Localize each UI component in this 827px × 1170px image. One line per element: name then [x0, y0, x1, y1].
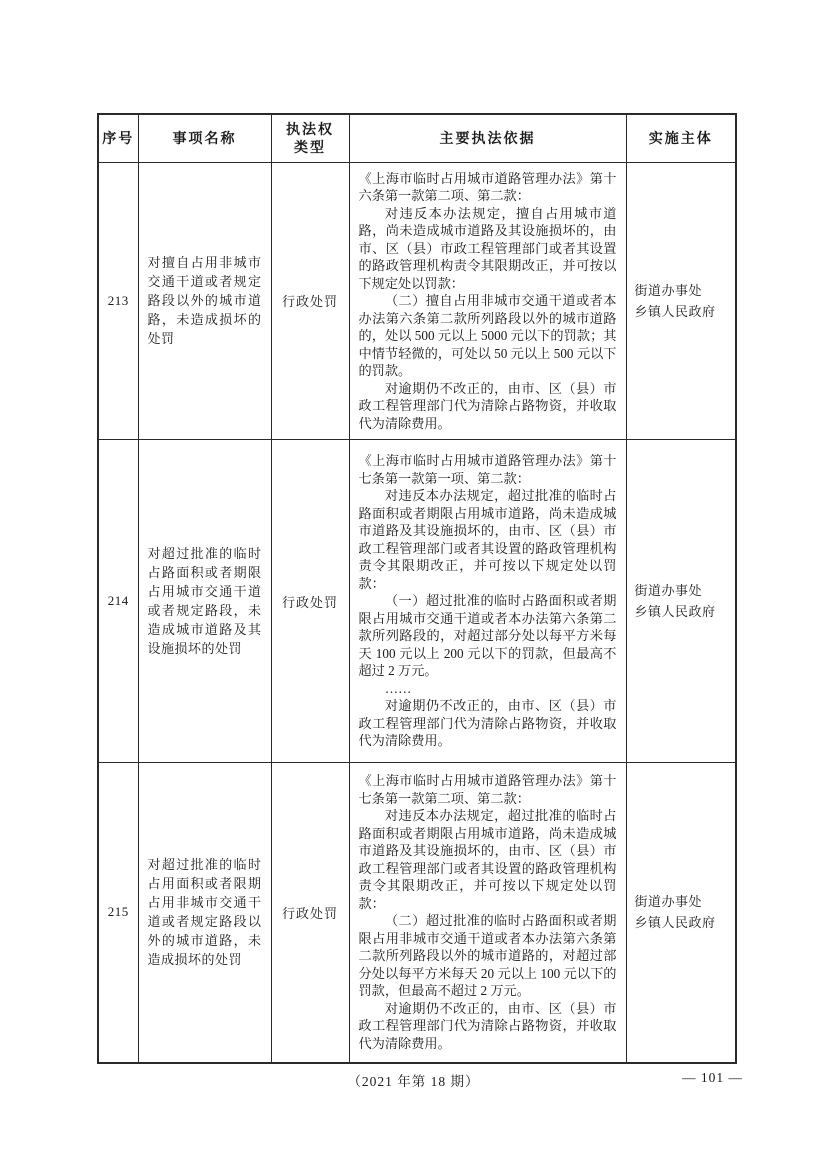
enforcement-items-table [97, 113, 737, 1064]
col-header-power-type [271, 114, 349, 162]
basis-paragraph: …… [384, 680, 412, 696]
cell-authority [626, 440, 736, 763]
col-header-legal-basis [349, 114, 626, 162]
basis-paragraph: 《上海市临时占用城市道路管理办法》第十七条第一款第一项、第二款： [358, 453, 617, 486]
basis-paragraph: 《上海市临时占用城市道路管理办法》第十六条第一款第二项、第二款： [358, 170, 617, 203]
basis-paragraph: 对违反本办法规定，超过批准的临时占路面积或者期限占用城市道路，尚未造成城市道路及其设施损坏的，由市、区（县）市政工程管理部门或者其设置的路政管理机构责令其限期改正，并可按以下规定处以罚款： [358, 808, 617, 911]
basis-paragraph: （二）擅自占用非城市交通干道或者本办法第六条第二款所列路段以外的城市道路的，处以 500 元以上 5000 元以下的罚款；其中情节轻微的，可处以 50 元以上 500 元以下的罚款。 [358, 293, 617, 378]
authority-line: 乡镇人民政府 [634, 915, 716, 931]
basis-paragraph: 对违反本办法规定，超过批准的临时占路面积或者期限占用城市道路，尚未造成城市道路及其设施损坏的，由市、区（县）市政工程管理部门或者其设置的路政管理机构责令其限期改正，并可按以下规定处以罚款： [358, 488, 617, 591]
col-header-no-label: 序号 [102, 130, 135, 147]
cell-power-type: 行政处罚 [271, 763, 349, 1063]
col-header-authority-label: 实施主体 [648, 130, 713, 147]
col-header-power-type-line1: 执法权 [286, 121, 334, 138]
col-header-item-name [138, 114, 271, 162]
authority-line: 乡镇人民政府 [634, 303, 716, 319]
cell-serial-no: 213 [98, 162, 138, 440]
basis-paragraph: 对逾期仍不改正的，由市、区（县）市政工程管理部门代为清除占路物资，并收取代为清除费用。 [358, 1000, 617, 1051]
cell-item-name: 对超过批准的临时占用面积或者限期占用非城市交通干道或者规定路段以外的城市道路，未造成损坏的处罚 [138, 763, 271, 1063]
basis-paragraph: （一）超过批准的临时占路面积或者期限占用城市交通干道或者本办法第六条第二款所列路段的，对超过部分处以每平方米每天 100 元以上 200 元以下的罚款，但最高不超过 2 万元。 [358, 593, 617, 679]
basis-paragraph: 对违反本办法规定，擅自占用城市道路，尚未造成城市道路及其设施损坏的，由市、区（县）市政工程管理部门或者其设置的路政管理机构责令其限期改正，并可按以下规定处以罚款： [358, 205, 617, 291]
basis-paragraph: 对逾期仍不改正的，由市、区（县）市政工程管理部门代为清除占路物资，并收取代为清除费用。 [358, 380, 617, 431]
cell-power-type: 行政处罚 [271, 440, 349, 763]
authority-line: 乡镇人民政府 [634, 604, 716, 619]
basis-paragraph: 《上海市临时占用城市道路管理办法》第十七条第一款第二项、第二款： [358, 773, 617, 806]
table-row [98, 440, 736, 763]
cell-legal-basis [349, 763, 626, 1063]
cell-authority [626, 763, 736, 1063]
cell-legal-basis [349, 162, 626, 440]
table-row [98, 763, 736, 1063]
cell-authority [626, 162, 736, 440]
authority-line: 街道办事处 [634, 583, 703, 598]
cell-serial-no: 215 [98, 763, 138, 1063]
basis-paragraph: 对逾期仍不改正的，由市、区（县）市政工程管理部门代为清除占路物资，并收取代为清除费用。 [358, 698, 617, 749]
col-header-item-name-label: 事项名称 [172, 130, 237, 147]
cell-legal-basis [349, 440, 626, 763]
cell-item-name: 对超过批准的临时占路面积或者期限占用城市交通干道或者规定路段，未造成城市道路及其设施损坏的处罚 [138, 440, 271, 763]
col-header-power-type-line2: 类型 [294, 139, 326, 156]
cell-power-type: 行政处罚 [271, 162, 349, 440]
basis-paragraph: （二）超过批准的临时占路面积或者期限占用非城市交通干道或者本办法第六条第二款所列路段以外的城市道路的，对超过部分处以每平方米每天 20 元以上 100 元以下的罚款，但最高不超过 2 万元。 [358, 913, 617, 999]
col-header-authority [626, 114, 736, 162]
cell-serial-no: 214 [98, 440, 138, 763]
authority-line: 街道办事处 [634, 894, 703, 910]
footer-page-number: — 101 — [682, 1070, 743, 1085]
col-header-legal-basis-label: 主要执法依据 [439, 130, 536, 147]
table-header-row [98, 114, 736, 162]
cell-item-name: 对擅自占用非城市交通干道或者规定路段以外的城市道路，未造成损坏的处罚 [138, 162, 271, 440]
footer-issue-label: （2021 年第 18 期） [347, 1074, 480, 1089]
col-header-no [98, 114, 138, 162]
authority-line: 街道办事处 [634, 282, 703, 298]
table-row [98, 162, 736, 440]
